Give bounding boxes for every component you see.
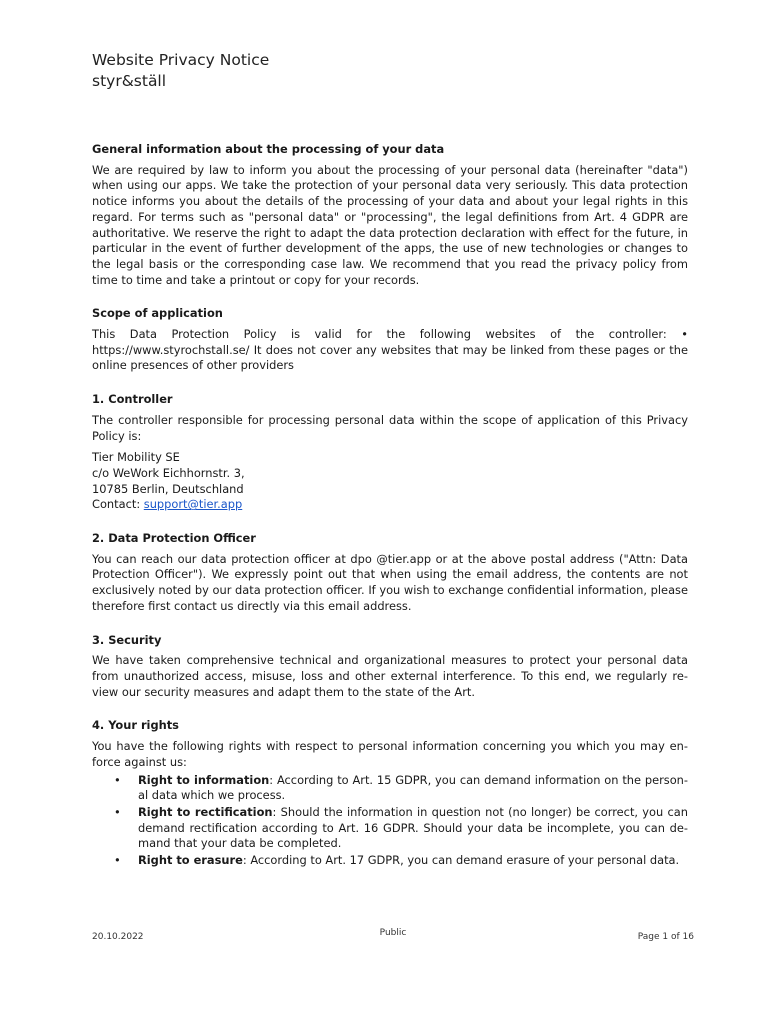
footer-date: 20.10.2022: [92, 932, 144, 942]
section-paragraph: This Data Protection Policy is valid for the following websites of the controller: • https://www.styrochstall.se/ It does not cover any websites that may be linked from these pages or the online presences of other providers: [92, 327, 688, 373]
section-general: [92, 142, 688, 288]
section-security: [92, 633, 688, 701]
bullet-icon: •: [114, 804, 121, 819]
list-item: [114, 804, 688, 852]
right-text: : Should the information in question not (no longer) be correct, you can demand rectification according to Art. 16 GDPR. Should your data be incomplete, you can de-mand that your data be completed.: [138, 804, 688, 851]
right-term: Right to information: [138, 772, 270, 787]
section-rights: [92, 718, 688, 868]
section-heading: 3. Security: [92, 632, 162, 647]
controller-address: [92, 450, 688, 513]
section-paragraph: We are required by law to inform you about the processing of your personal data (hereinafter "data") when using our apps. We take the protection of your personal data very seriously. This data protection notice informs you about the details of the processing of your data and about your legal rights in this regard. For terms such as "personal data" or "processing", the legal definitions from Art. 4 GDPR are authoritative. We reserve the right to adapt the data protection declaration with effect for the future, in particular in the event of further development of the apps, the use of new technologies or changes to the legal basis or the corresponding case law. We recommend that you read the privacy policy from time to time and take a printout or copy for your records.: [92, 162, 688, 287]
section-heading: Scope of application: [92, 306, 223, 321]
list-item: [114, 772, 689, 804]
footer-classification: Public: [379, 928, 407, 938]
section-paragraph: We have taken comprehensive technical and organizational measures to protect your personal data from unauthorized access, misuse, loss and other external interference. To this end, we regularly re-view our security measures and adapt them to the state of the Art.: [92, 653, 688, 699]
section-paragraph: You have the following rights with respect to personal information concerning you which you may en-force against us:: [92, 739, 688, 769]
section-dpo: [92, 531, 688, 615]
address-line: Tier Mobility SE: [92, 450, 180, 465]
section-heading: General information about the processing of your data: [92, 142, 445, 156]
right-text: : According to Art. 17 GDPR, you can demand erasure of your personal data.: [242, 853, 680, 868]
address-line: c/o WeWork Eichhornstr. 3,: [92, 465, 245, 480]
section-paragraph: You can reach our data protection officer at dpo @tier.app or at the above postal address ("Attn: Data Protection Officer"). We expressly point out that when using the email address, the contents are not exclusively noted by our data protection officer. If you wish to exchange confidential information, please therefore first contact us directly via this email address.: [92, 551, 688, 613]
contact-email-link[interactable]: support@tier.app: [143, 497, 243, 512]
section-heading: 4. Your rights: [92, 718, 179, 733]
section-paragraph: The controller responsible for processing personal data within the scope of application of this Privacy Policy is:: [92, 412, 688, 443]
right-text: : According to Art. 15 GDPR, you can demand information on the person-al data which we process.: [138, 772, 689, 803]
section-heading: 2. Data Protection Officer: [92, 531, 256, 546]
address-line: 10785 Berlin, Deutschland: [92, 481, 244, 496]
contact-label: Contact:: [92, 497, 144, 512]
list-item: [114, 853, 688, 869]
document-header: [92, 50, 269, 92]
footer-page-number: Page 1 of 16: [637, 932, 694, 942]
right-term: Right to rectification: [138, 804, 273, 819]
right-term: Right to erasure: [138, 853, 243, 868]
bullet-icon: •: [114, 853, 121, 868]
document-title: Website Privacy Notice: [92, 51, 270, 69]
bullet-icon: •: [114, 772, 121, 787]
document-subtitle: styr&ställ: [92, 72, 167, 90]
rights-list: [92, 773, 688, 869]
contact-line: [92, 497, 688, 513]
section-controller: [92, 392, 688, 513]
section-heading: 1. Controller: [92, 392, 173, 407]
document-body: [92, 142, 688, 887]
section-scope: [92, 306, 688, 374]
